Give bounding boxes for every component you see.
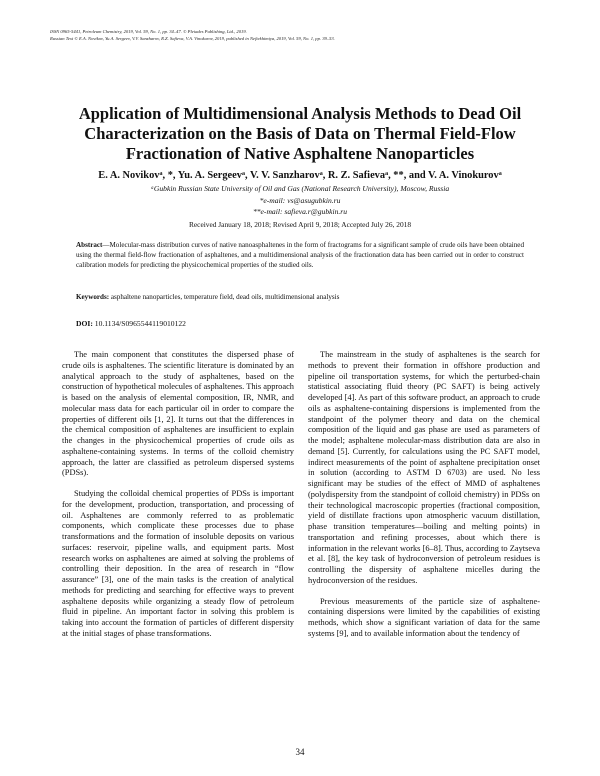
body-column-left bbox=[62, 350, 294, 650]
keywords-label: Keywords: bbox=[76, 293, 110, 301]
abstract-label: Abstract bbox=[76, 241, 103, 249]
journal-header bbox=[50, 28, 560, 42]
abstract-text: —Molecular-mass distribution curves of native nanoasphaltenes in the form of fractograms for a significant sample of crude oils have been obtained using the thermal field-flow fractionation of asphaltenes, and a multidimensional analysis of the fractionation data has been carried out in order to construct calibration models for predicting the physicochemical properties of the studied oils. bbox=[76, 241, 524, 270]
email-2: **e-mail: safieva.r@gubkin.ru bbox=[252, 207, 348, 216]
paragraph: The mainstream in the study of asphaltenes is the search for methods to prevent their formation in offshore production and pipeline oil transportation systems, for which the perturbed-chain statistical associating fluid theory (PC SAFT) is being actively developed [4]. As part of this software product, an approach to crude oils as asphaltene-containing dispersions is implemented from the standpoint of the polymer theory and data on the chemical composition of the liquid and gas phase are used as parameters of the model; asphaltene molecular-mass distribution data are also in demand [5]. Currently, for calculations using the PC SAFT model, indirect measurements of the point of asphaltene precipitation onset in solution (according to ASTM D 6703) are used. No less significant may be studies of the effect of MMD of asphaltenes (polydispersity from the standpoint of colloid chemistry) in PDSs on their technological macroscopic properties (fractional composition, yield of distillate fractions upon atmospheric vacuum distillation, phase transition temperatures—boiling and melting points) in transportation and refining processes, about which there is information in the relevant works [6–8]. Thus, according to Zaytseva et al. [8], the key task of hydroconversion of petroleum residues is controlling the dispersity of asphaltene micelles during the hydroconversion of the residues. bbox=[308, 350, 540, 585]
body-column-right bbox=[308, 350, 540, 650]
email-1: *e-mail: vs@asugubkin.ru bbox=[259, 195, 341, 205]
doi bbox=[76, 319, 524, 329]
received-dates: Received January 18, 2018; Revised April 9, 2018; Accepted July 26, 2018 bbox=[188, 220, 412, 229]
paragraph: Studying the colloidal chemical properties of PDSs is important for the development, production, transportation, and processing of oil. Asphaltenes are commonly referred to as problematic components, which complicate these processes due to phase transformations and the formation of insoluble deposits on various surfaces: reservoir, pipeline walls, and equipment parts. Most research works on asphaltenes are aimed at solving the problems of controlling their deposition. In the area of research in “flow assurance” [3], one of the main tasks is the creation of analytical methods for predicting and searching for effective ways to prevent asphaltene deposits while organizing a steady flow of petroleum fluid in pipeline. An important factor in solving this problem is taking into account the formation of particles of different dispersity at the initial stages of phase transformations. bbox=[62, 489, 294, 638]
author-list: E. A. Novikovᵃ, *, Yu. A. Sergeevᵃ, V. V. Sanzharovᵃ, R. Z. Safievaᵃ, **, and V. A. Vinokurovᵃ bbox=[98, 170, 502, 181]
affiliation-block bbox=[40, 183, 560, 218]
doi-label: DOI: bbox=[76, 319, 93, 328]
keywords-text: asphaltene nanoparticles, temperature field, dead oils, multidimensional analysis bbox=[110, 293, 340, 301]
paragraph: Previous measurements of the particle size of asphaltene-containing dispersions were limited by the capabilities of existing methods, which show a significant variation of data for the same systems [9], and to available information about the tendency of bbox=[308, 596, 540, 638]
paper-title: Application of Multidimensional Analysis Methods to Dead Oil Characterization on the Basis of Data on Thermal Field-Flow Fractionation of Native Asphaltene Nanoparticles bbox=[78, 104, 522, 163]
doi-value: 10.1134/S0965544119010122 bbox=[94, 319, 186, 328]
page-number: 34 bbox=[295, 747, 305, 757]
paragraph: The main component that constitutes the dispersed phase of crude oils is asphaltenes. The scientific literature is dominated by an analytical approach to the study of asphaltenes, based on the construction of hypothetical molecules of asphaltenes. This approach is based on the analysis of elemental composition, IR, NMR, and molecular mass data for each particular oil in order to compare the properties of different oils [1, 2]. It turns out that the differences in the chemical composition of asphaltenes are insufficient to explain the changes in the physicochemical properties of crude oils as asphaltene-containing systems. In terms of the colloid chemistry approach, the latter are classified as petroleum dispersed systems (PDSs). bbox=[62, 350, 294, 478]
abstract bbox=[76, 240, 524, 270]
keywords bbox=[76, 292, 524, 302]
journal-header-line-1: ISSN 0965-5441, Petroleum Chemistry, 2019, Vol. 59, No. 1, pp. 34–47. © Pleiades Publishing, Ltd., 2019. bbox=[50, 29, 247, 34]
affiliation: ᵃGubkin Russian State University of Oil and Gas (National Research University), Moscow, Russia bbox=[150, 184, 450, 193]
journal-header-line-2: Russian Text © E.A. Novikov, Yu.A. Sergeev, V.V. Sanzharov, R.Z. Safieva, V.A. Vinokurov, 2019, published in Neftekhimiya, 2019, Vol. 59, No. 1, pp. 39–53. bbox=[50, 36, 335, 41]
